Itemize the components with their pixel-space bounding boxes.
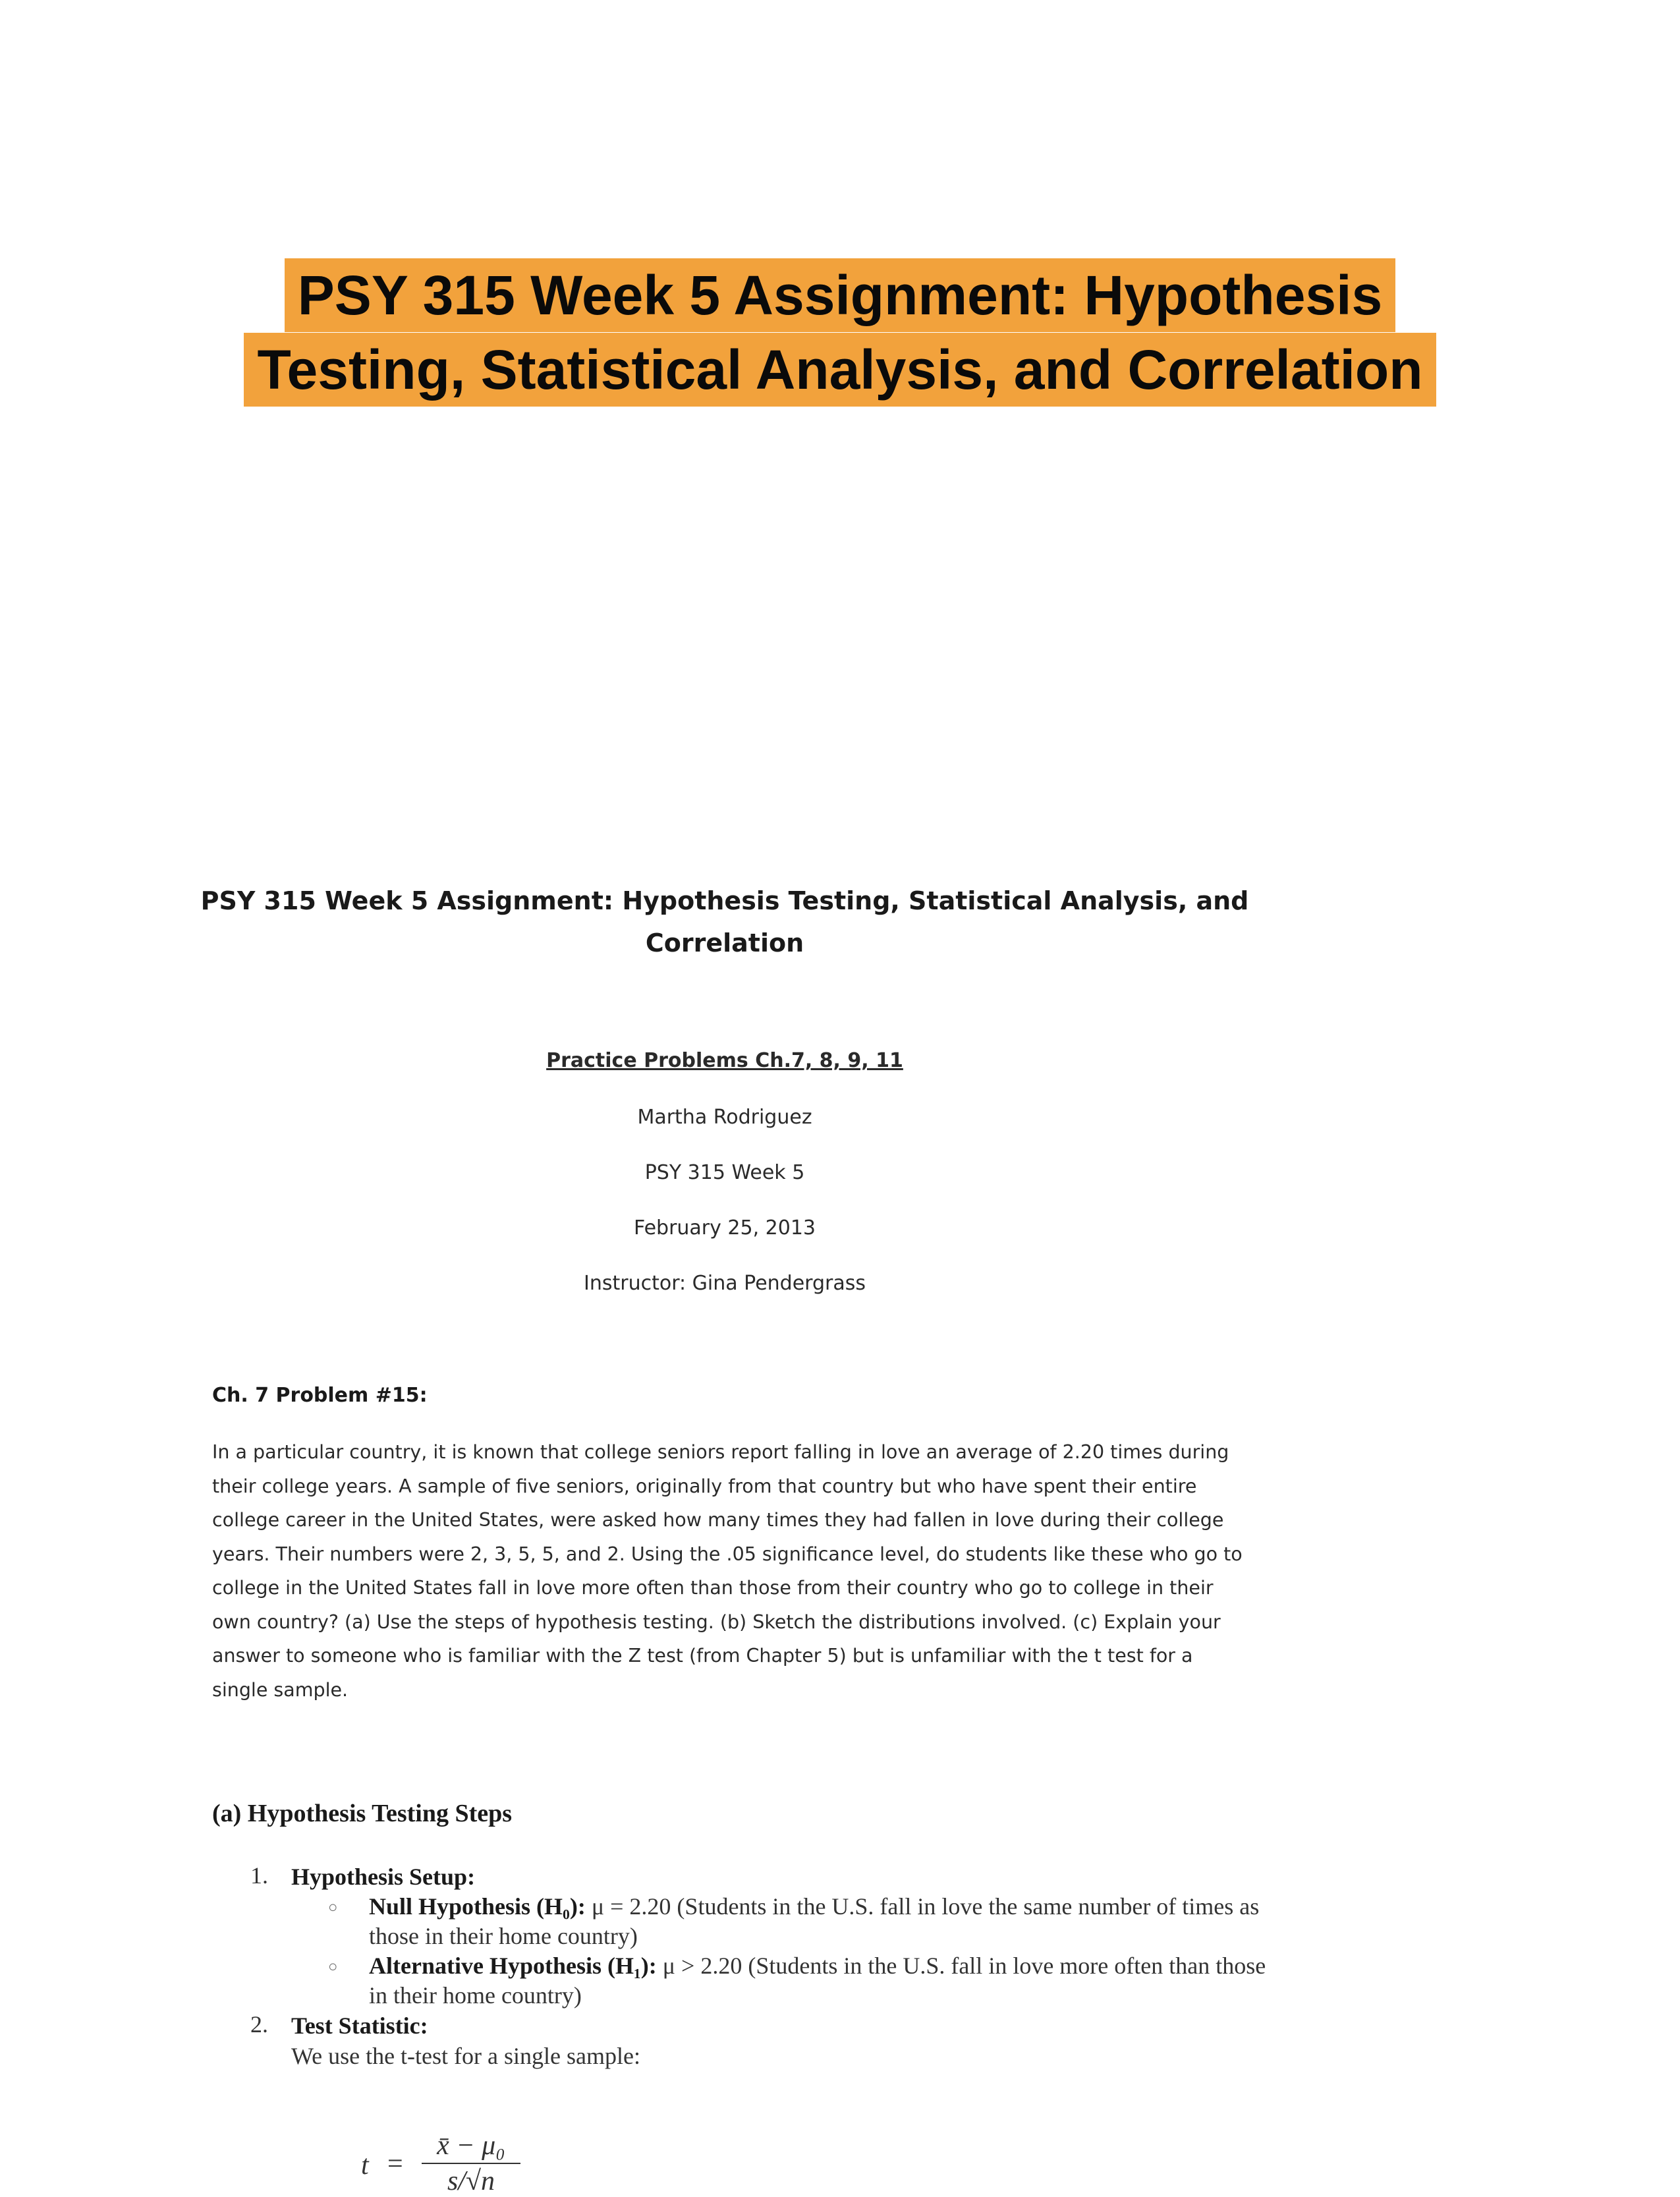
course-name: PSY 315 Week 5 xyxy=(644,1161,805,1184)
hollow-bullet-icon: ○ xyxy=(328,1899,338,1916)
fraction-bar xyxy=(422,2163,520,2164)
document-title-line-2: Correlation xyxy=(645,928,804,957)
document-title-line-1: PSY 315 Week 5 Assignment: Hypothesis Testing, Statistical Analysis, and xyxy=(200,886,1249,915)
section-heading: (a) Hypothesis Testing Steps xyxy=(212,1800,513,1827)
step-test-statistic xyxy=(250,2011,1278,2071)
step-text: We use the t-test for a single sample: xyxy=(291,2043,640,2069)
step-label: Test Statistic: xyxy=(291,2012,428,2039)
hollow-bullet-icon: ○ xyxy=(328,1958,338,1976)
step-number: 1. xyxy=(250,1862,268,1889)
document-title xyxy=(198,880,1252,964)
step-number: 2. xyxy=(250,2011,268,2038)
banner-highlight: Testing, Statistical Analysis, and Correlation xyxy=(244,333,1436,407)
problem-heading: Ch. 7 Problem #15: xyxy=(212,1384,428,1407)
null-hypothesis-term: Null Hypothesis (H₀): xyxy=(369,1893,586,1920)
null-hypothesis-item xyxy=(328,1892,1278,1951)
problem-text: In a particular country, it is known that college seniors report falling in love an average of 2.20 times during their college years. A sample of five seniors, originally from that country but who have spent their entire college career in the United States, were asked how many times they had fallen in love during their college years. Their numbers were 2, 3, 5, 5, and 2. Using the .05 significance level, do students like these who go to college in the United States fall in love more often than those from their country who go to college in their own country? (a) Use the steps of hypothesis testing. (b) Sketch the distributions involved. (c) Explain your answer to someone who is familiar with the Z test (from Chapter 5) but is unfamiliar with the t test for a single sample. xyxy=(212,1441,1243,1701)
banner-title-line-2 xyxy=(0,333,1680,407)
formula-fraction xyxy=(422,2130,520,2197)
formula-numerator: x̄ − μ₀ xyxy=(437,2130,505,2161)
step-hypothesis-setup xyxy=(250,1862,1278,2011)
formula-equals: = xyxy=(387,2149,403,2179)
alternative-hypothesis-item xyxy=(328,1951,1278,2011)
steps-list xyxy=(250,1862,1278,2071)
step-label: Hypothesis Setup: xyxy=(291,1864,476,1890)
alternative-hypothesis-text: μ > 2.20 (Students in the U.S. fall in love more often than those in their home country) xyxy=(369,1953,1266,2009)
document-date: February 25, 2013 xyxy=(633,1216,816,1240)
null-hypothesis-text: μ = 2.20 (Students in the U.S. fall in love the same number of times as those in their home country) xyxy=(369,1893,1260,1949)
author-name: Martha Rodriguez xyxy=(637,1106,812,1129)
formula-t: t xyxy=(361,2150,369,2181)
alternative-hypothesis-term: Alternative Hypothesis (H₁): xyxy=(369,1953,657,1979)
hypothesis-bullets xyxy=(291,1892,1278,2011)
banner-highlight: PSY 315 Week 5 Assignment: Hypothesis xyxy=(285,258,1395,332)
instructor-name: Instructor: Gina Pendergrass xyxy=(584,1272,866,1295)
subtitle: Practice Problems Ch.7, 8, 9, 11 xyxy=(546,1049,903,1072)
banner-title-line-1 xyxy=(0,258,1680,332)
formula-denominator: s/√n xyxy=(447,2166,495,2196)
